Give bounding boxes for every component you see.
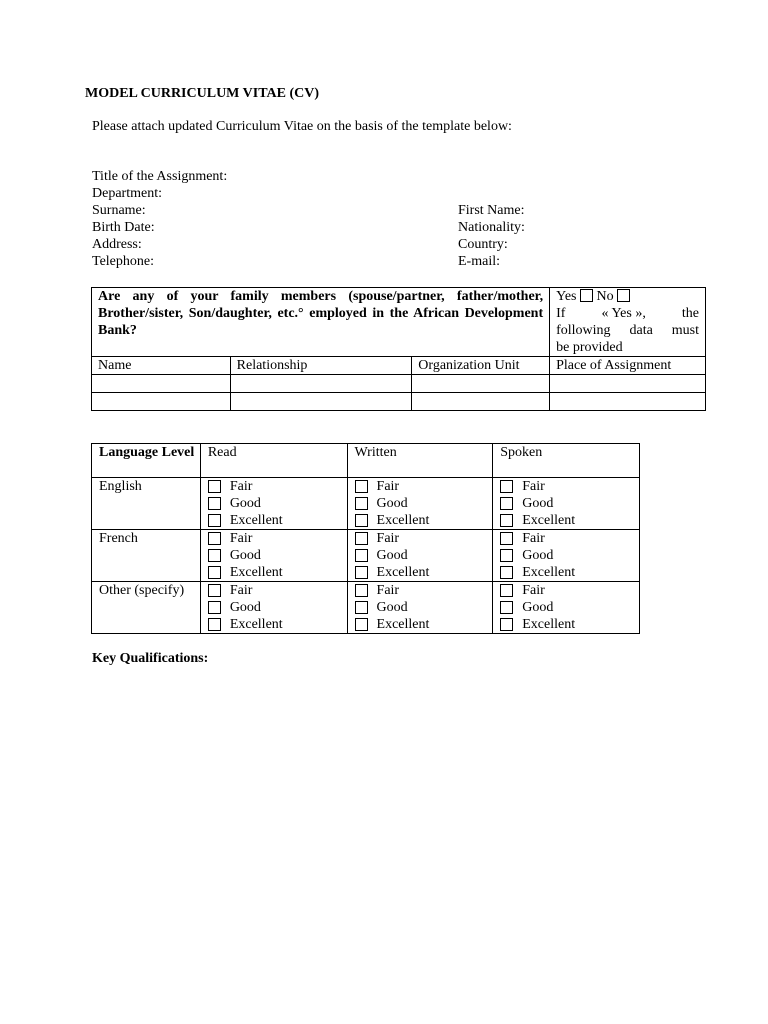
intro-text: Please attach updated Curriculum Vitae on the basis of the template below: [92, 119, 512, 134]
fair-checkbox[interactable] [355, 480, 368, 493]
excellent-checkbox[interactable] [355, 514, 368, 527]
family-members-table [91, 287, 706, 411]
language-row-french [92, 530, 640, 582]
place-of-assignment-input-cell[interactable] [550, 375, 706, 393]
excellent-checkbox[interactable] [355, 618, 368, 631]
family-note-line-2: following data must [556, 323, 699, 338]
field-title-of-assignment: Title of the Assignment: [92, 169, 228, 184]
language-name: French [92, 530, 201, 582]
excellent-checkbox[interactable] [355, 566, 368, 579]
yes-label: Yes [556, 289, 577, 304]
organization-unit-input-cell[interactable] [412, 375, 550, 393]
spoken-options: Fair Good Excellent [493, 478, 640, 530]
field-birth-date: Birth Date: [92, 220, 155, 235]
field-first-name: First Name: [458, 203, 525, 218]
header-read: Read [200, 444, 347, 478]
read-options: Fair Good Excellent [200, 582, 347, 634]
organization-unit-input-cell[interactable] [412, 393, 550, 411]
field-country: Country: [458, 237, 508, 252]
fair-checkbox[interactable] [208, 480, 221, 493]
good-checkbox[interactable] [208, 549, 221, 562]
fair-checkbox[interactable] [500, 584, 513, 597]
family-note-line-3: be provided [556, 340, 623, 355]
good-checkbox[interactable] [355, 549, 368, 562]
relationship-input-cell[interactable] [230, 393, 412, 411]
fair-checkbox[interactable] [500, 480, 513, 493]
spoken-options: Fair Good Excellent [493, 582, 640, 634]
excellent-checkbox[interactable] [208, 618, 221, 631]
family-question: Are any of your family members (spouse/partner, father/mother, Brother/sister, Son/daughter, etc.° employed in the African Development Bank? [92, 288, 550, 357]
read-options: Fair Good Excellent [200, 530, 347, 582]
col-organization-unit: Organization Unit [412, 357, 550, 375]
field-email: E-mail: [458, 254, 500, 269]
fair-checkbox[interactable] [355, 584, 368, 597]
personal-fields-left [92, 168, 227, 270]
written-options: Fair Good Excellent [347, 530, 493, 582]
excellent-checkbox[interactable] [500, 514, 513, 527]
family-note-line-1: If « Yes », the [556, 306, 699, 321]
place-of-assignment-input-cell[interactable] [550, 393, 706, 411]
fair-checkbox[interactable] [208, 532, 221, 545]
yes-checkbox[interactable] [580, 289, 593, 302]
good-checkbox[interactable] [208, 497, 221, 510]
excellent-checkbox[interactable] [208, 566, 221, 579]
written-options: Fair Good Excellent [347, 582, 493, 634]
family-header-row [92, 357, 706, 375]
key-qualifications-heading: Key Qualifications: [92, 651, 209, 666]
written-options: Fair Good Excellent [347, 478, 493, 530]
excellent-checkbox[interactable] [500, 618, 513, 631]
spoken-options: Fair Good Excellent [493, 530, 640, 582]
col-relationship: Relationship [230, 357, 412, 375]
field-telephone: Telephone: [92, 254, 154, 269]
col-name: Name [92, 357, 231, 375]
family-yes-no-cell [550, 288, 706, 357]
good-checkbox[interactable] [500, 497, 513, 510]
family-entry-row [92, 393, 706, 411]
personal-fields-right [458, 202, 525, 270]
language-name: English [92, 478, 201, 530]
fair-checkbox[interactable] [500, 532, 513, 545]
language-row-other [92, 582, 640, 634]
header-language-level: Language Level [92, 444, 201, 478]
good-checkbox[interactable] [500, 549, 513, 562]
fair-checkbox[interactable] [208, 584, 221, 597]
no-checkbox[interactable] [617, 289, 630, 302]
header-written: Written [347, 444, 493, 478]
fair-checkbox[interactable] [355, 532, 368, 545]
no-label: No [596, 289, 614, 304]
good-checkbox[interactable] [208, 601, 221, 614]
excellent-checkbox[interactable] [500, 566, 513, 579]
document-title: MODEL CURRICULUM VITAE (CV) [85, 86, 319, 101]
name-input-cell[interactable] [92, 393, 231, 411]
language-name: Other (specify) [92, 582, 201, 634]
field-department: Department: [92, 186, 162, 201]
field-address: Address: [92, 237, 142, 252]
col-place-of-assignment: Place of Assignment [550, 357, 706, 375]
relationship-input-cell[interactable] [230, 375, 412, 393]
language-row-english [92, 478, 640, 530]
good-checkbox[interactable] [355, 497, 368, 510]
excellent-checkbox[interactable] [208, 514, 221, 527]
header-spoken: Spoken [493, 444, 640, 478]
language-table [91, 443, 640, 634]
field-surname: Surname: [92, 203, 146, 218]
language-header-row [92, 444, 640, 478]
good-checkbox[interactable] [355, 601, 368, 614]
good-checkbox[interactable] [500, 601, 513, 614]
name-input-cell[interactable] [92, 375, 231, 393]
read-options: Fair Good Excellent [200, 478, 347, 530]
field-nationality: Nationality: [458, 220, 525, 235]
family-entry-row [92, 375, 706, 393]
